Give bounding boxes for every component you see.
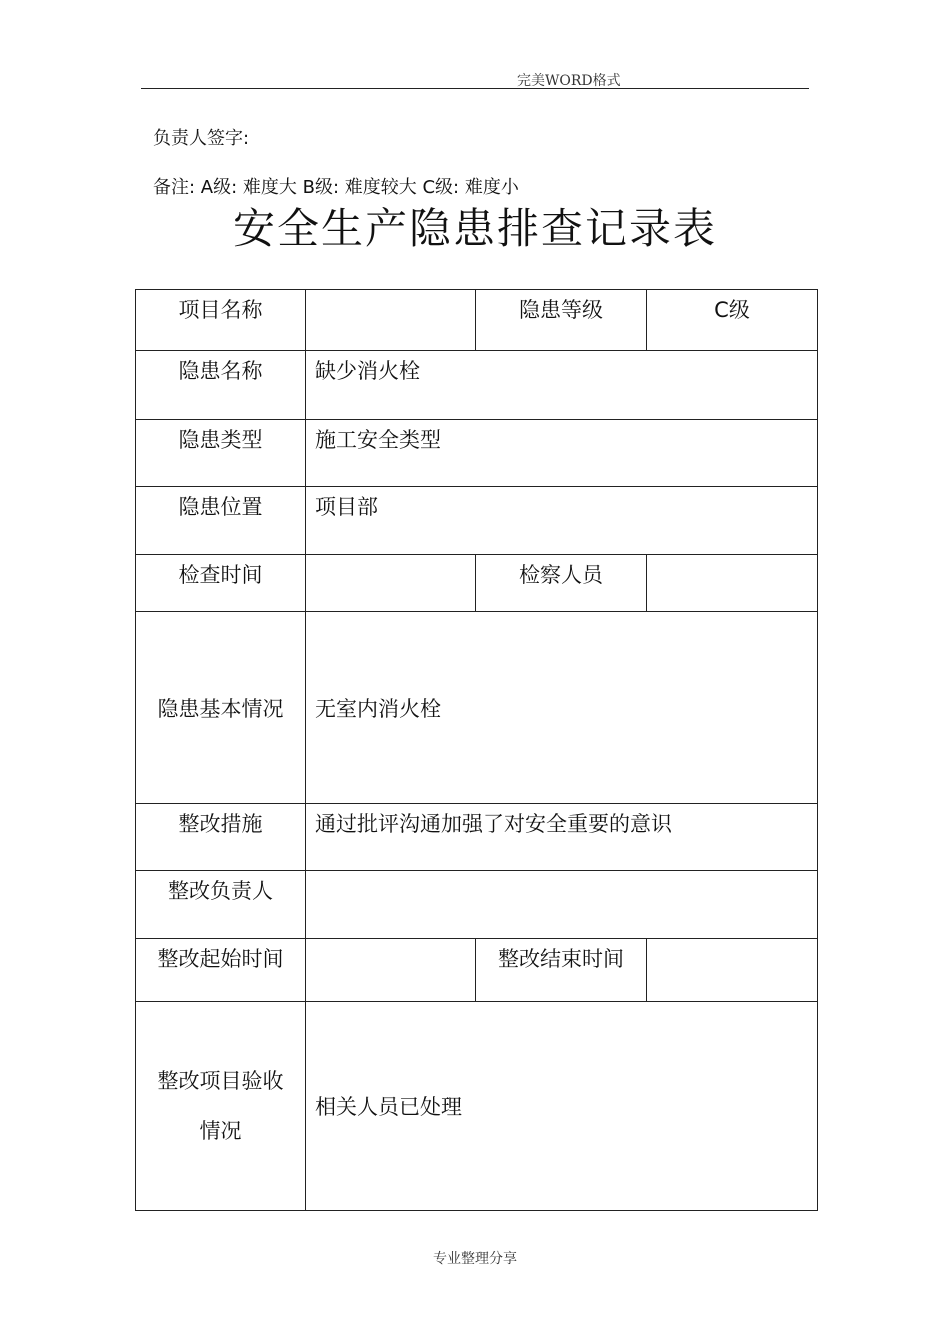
project-name-label: 项目名称: [136, 290, 306, 351]
basic-situation-value: 无室内消火栓: [306, 612, 818, 804]
end-time-label: 整改结束时间: [476, 939, 647, 1002]
inspector-value: [647, 555, 818, 612]
hazard-location-label: 隐患位置: [136, 487, 306, 555]
table-row: [136, 555, 818, 612]
acceptance-label-line2: 情况: [199, 1119, 242, 1143]
hazard-level-value: C级: [647, 290, 818, 351]
measures-label: 整改措施: [136, 804, 306, 871]
inspection-time-value: [306, 555, 476, 612]
signature-label: 负责人签字:: [153, 128, 250, 149]
hazard-name-value: 缺少消火栓: [306, 351, 818, 420]
hazard-level-label: 隐患等级: [476, 290, 647, 351]
table-row: [136, 420, 818, 487]
inspector-label: 检察人员: [476, 555, 647, 612]
start-time-value: [306, 939, 476, 1002]
page-title: 安全生产隐患排查记录表: [232, 204, 717, 253]
basic-situation-label: 隐患基本情况: [136, 612, 306, 804]
table-row: [136, 487, 818, 555]
table-row: [136, 351, 818, 420]
rectify-person-label: 整改负责人: [136, 871, 306, 939]
project-name-value: [306, 290, 476, 351]
header-divider: [141, 88, 809, 89]
hazard-type-value: 施工安全类型: [306, 420, 818, 487]
hazard-record-table: [135, 289, 818, 1211]
table-row: [136, 804, 818, 871]
acceptance-label-line1: 整改项目验收: [157, 1069, 284, 1093]
acceptance-value: 相关人员已处理: [306, 1002, 818, 1211]
table-row: [136, 871, 818, 939]
page-footer-text: 专业整理分享: [433, 1251, 517, 1267]
end-time-value: [647, 939, 818, 1002]
remark-text: 备注: A级: 难度大 B级: 难度较大 C级: 难度小: [153, 177, 519, 198]
table-row: [136, 612, 818, 804]
acceptance-label: [136, 1002, 306, 1211]
hazard-type-label: 隐患类型: [136, 420, 306, 487]
inspection-time-label: 检查时间: [136, 555, 306, 612]
start-time-label: 整改起始时间: [136, 939, 306, 1002]
table-row: [136, 290, 818, 351]
table-row: [136, 1002, 818, 1211]
rectify-person-value: [306, 871, 818, 939]
hazard-name-label: 隐患名称: [136, 351, 306, 420]
table-row: [136, 939, 818, 1002]
measures-value: 通过批评沟通加强了对安全重要的意识: [306, 804, 818, 871]
page-header-text: 完美WORD格式: [517, 73, 621, 89]
hazard-location-value: 项目部: [306, 487, 818, 555]
